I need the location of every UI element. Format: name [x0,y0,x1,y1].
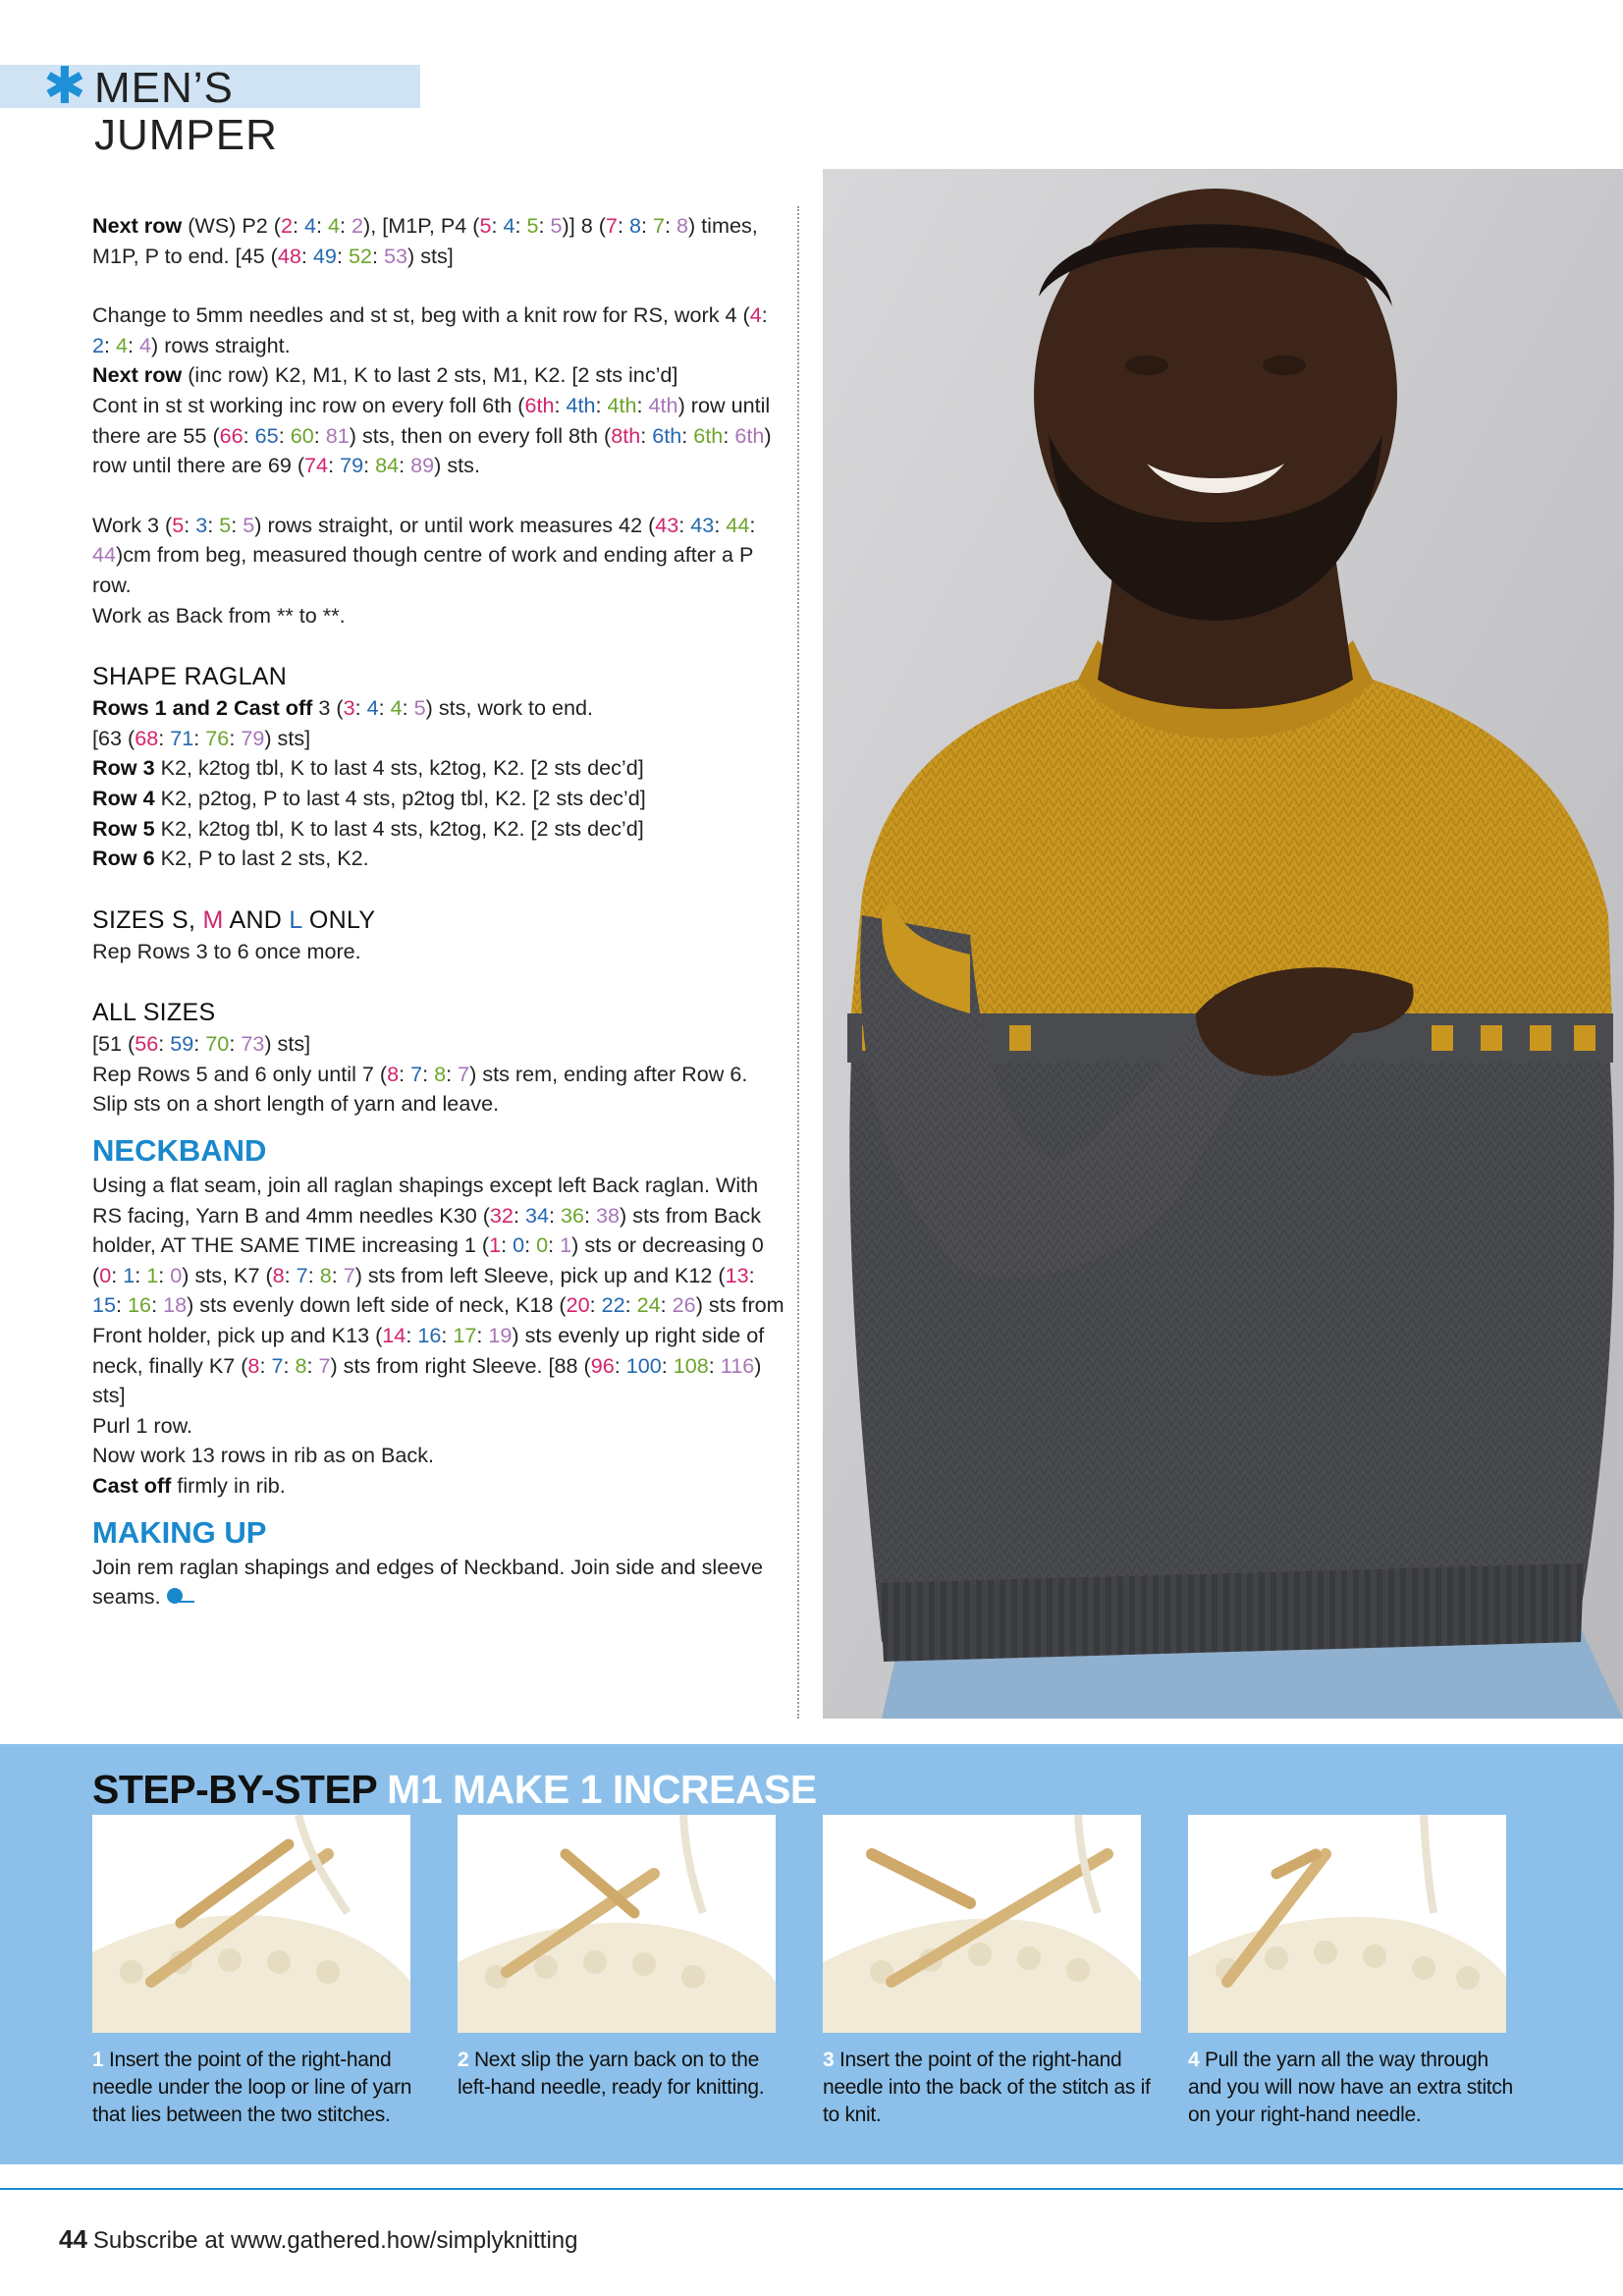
raglan-row-4: Row 4 K2, p2tog, P to last 4 sts, p2tog tbl, K2. [2 sts dec’d] [92,785,646,810]
all-sizes-heading: ALL SIZES [92,999,216,1027]
neckband-purl: Purl 1 row. [92,1412,193,1438]
raglan-row-5: Row 5 K2, k2tog tbl, K to last 4 sts, k2tog, K2. [2 sts dec’d] [92,815,644,841]
raglan-row-3: Row 3 K2, k2tog tbl, K to last 4 sts, k2tog, K2. [2 sts dec’d] [92,755,644,781]
making-up-heading: MAKING UP [92,1514,267,1550]
knitting-step-2-photo [458,1815,776,2033]
step-3-caption: 3 Insert the point of the right-hand needle into the back of the stitch as if to knit. [823,2049,1151,2126]
neckband-heading: NECKBAND [92,1133,267,1169]
knitting-step-1-photo [92,1815,410,2033]
sizes-sml-heading: SIZES S, M AND L ONLY [92,905,376,934]
making-up-text: Join rem raglan shapings and edges of Neckband. Join side and sleeve seams. [92,1554,764,1610]
change-needles: Change to 5mm needles and st st, beg with a knit row for RS, work 4 (4: 2: 4: 4) rows straight. [92,302,768,357]
all-sizes-rep: Rep Rows 5 and 6 only until 7 (8: 7: 8: 7) sts rem, ending after Row 6. [92,1061,748,1086]
next-row-ws: Next row (WS) P2 (2: 4: 4: 2), [M1P, P4 (5: 4: 5: 5)] 8 (7: 8: 7: 8) times, M1P, P to end. [45 (48: 49: 52: 53) sts] [92,213,758,268]
shape-raglan-heading: SHAPE RAGLAN [92,663,288,691]
sizes-sml-text: Rep Rows 3 to 6 once more. [92,938,361,963]
asterisk-flower-icon: ✱ [43,57,86,116]
page-number: 44 [59,2224,87,2254]
knitting-step-3-photo [823,1815,1141,2033]
neckband-rib: Now work 13 rows in rib as on Back. [92,1443,435,1468]
yarn-ball-end-icon [167,1587,194,1607]
footer-rule [0,2188,1623,2190]
step-1-caption: 1 Insert the point of the right-hand needle under the loop or line of yarn that lies between the two stitches. [92,2049,412,2126]
step-2-caption: 2 Next slip the yarn back on to the left-hand needle, ready for knitting. [458,2049,765,2099]
raglan-stitch-count: [63 (68: 71: 76: 79) sts] [92,725,311,750]
column-divider [797,206,799,1719]
page-title: MEN’S JUMPER [94,64,278,159]
step-by-step-title: STEP-BY-STEP M1 MAKE 1 INCREASE [92,1767,817,1812]
next-row-inc: Next row (inc row) K2, M1, K to last 2 sts, M1, K2. [2 sts inc’d] [92,362,678,388]
subscribe-link[interactable]: Subscribe at www.gathered.how/simplyknitting [92,2227,578,2254]
model-wearing-jumper-photo [823,169,1623,1719]
raglan-row-6: Row 6 K2, P to last 2 sts, K2. [92,846,369,871]
work-straight: Work 3 (5: 3: 5: 5) rows straight, or until work measures 42 (43: 43: 44: 44)cm from beg, measured though centre of work and ending after a P row. [92,512,756,597]
step-4-caption: 4 Pull the yarn all the way through and you will now have an extra stitch on your right-hand needle. [1188,2049,1513,2126]
neckband-text: Using a flat seam, join all raglan shapings except left Back raglan. With RS facing, Yarn B and 4mm needles K30 (32: 34: 36: 38) sts from Back holder, AT THE SAME TIME increasing 1 (1: 0: 0: 1) sts or decreasing 0 (0: 1: 1: 0) sts, K7 (8: 7: 8: 7) sts from left Sleeve, pick up and K12 (13: 15: 16: 18) sts evenly down left side of neck, K18 (20: 22: 24: 26) sts from Front holder, pick up and K13 (14: 16: 17: 19) sts evenly up right side of neck, finally K7 (8: 7: 8: 7) sts from right Sleeve. [88 (96: 100: 108: 116) sts] [92,1173,784,1408]
raglan-rows-1-2: Rows 1 and 2 Cast off 3 (3: 4: 4: 5) sts, work to end. [92,695,594,721]
knitting-step-4-photo [1188,1815,1506,2033]
all-sizes-count: [51 (56: 59: 70: 73) sts] [92,1031,311,1057]
all-sizes-slip: Slip sts on a short length of yarn and leave. [92,1091,500,1117]
section-header [0,57,420,159]
cont-st-st: Cont in st st working inc row on every foll 6th (6th: 4th: 4th: 4th) row until there are 55 (66: 65: 60: 81) sts, then on every foll 8th (8th: 6th: 6th: 6th) row until there are 69 (74: 79: 84: 89) sts. [92,392,772,478]
footer [59,2223,578,2257]
work-as-back: Work as Back from ** to **. [92,602,346,628]
pattern-instructions [92,211,789,1613]
neckband-cast-off: Cast off firmly in rib. [92,1473,286,1498]
